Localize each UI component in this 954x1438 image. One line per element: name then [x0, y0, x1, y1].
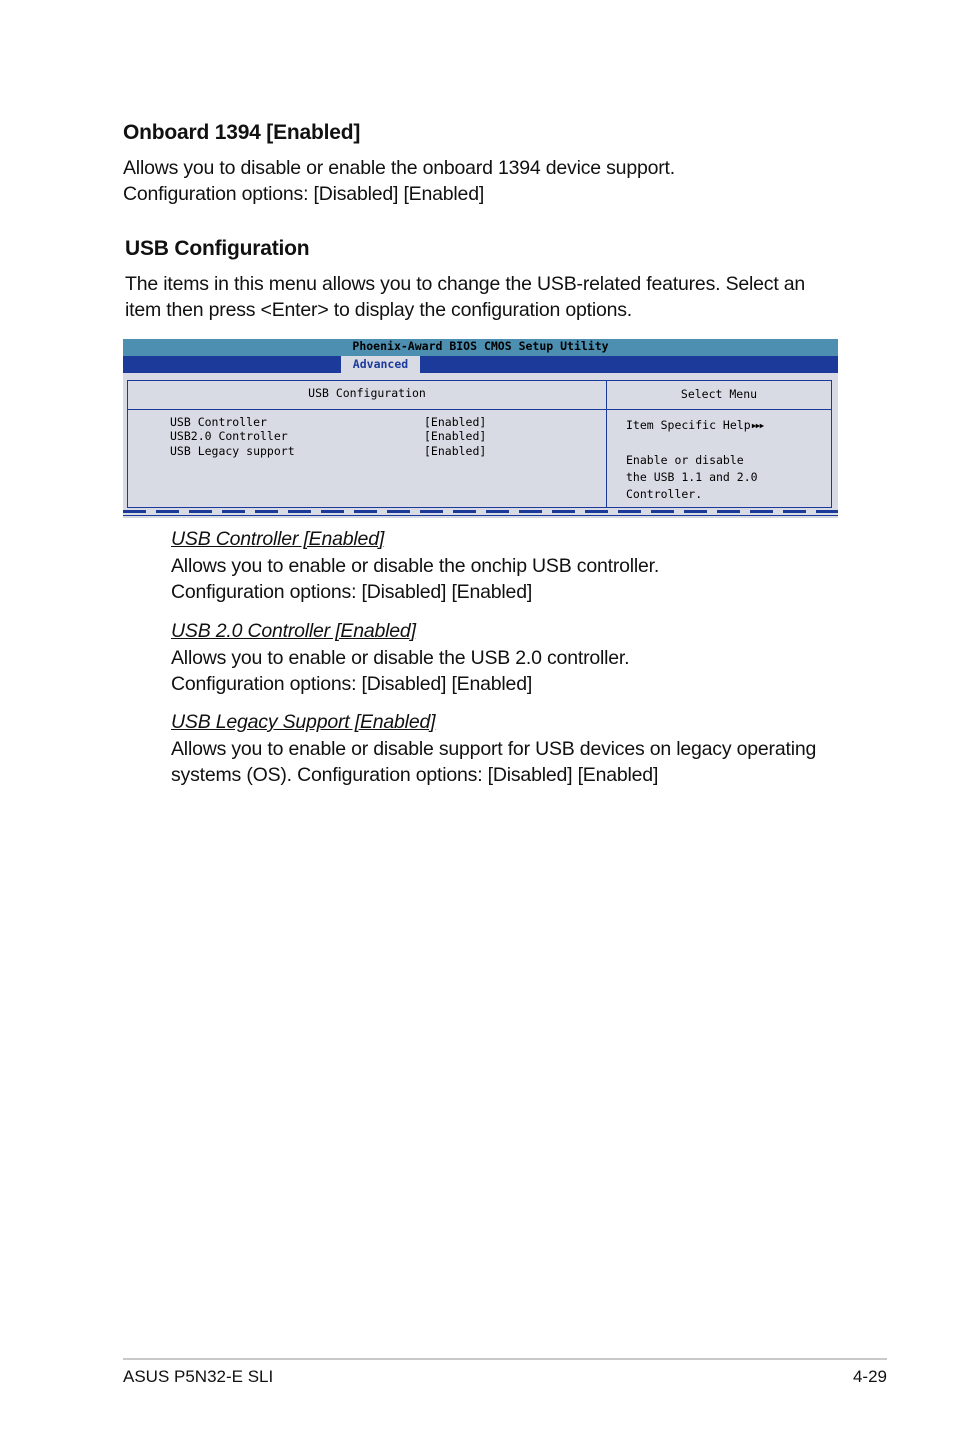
bios-dashed-edge — [123, 510, 838, 513]
triple-arrow-icon: ▸▸▸ — [750, 418, 763, 432]
bios-frame — [127, 380, 832, 508]
bios-help-line: the USB 1.1 and 2.0 — [626, 470, 758, 484]
section-heading-usb-configuration: USB Configuration — [125, 237, 310, 260]
subsection-text-usb-controller: Allows you to enable or disable the onchip USB controller. Configuration options: [Disabled] [Enabled] — [171, 555, 660, 603]
bios-tab-bar — [123, 356, 838, 373]
bios-side-title: Select Menu — [680, 387, 758, 401]
footer-product-name: ASUS P5N32-E SLI — [123, 1367, 274, 1386]
bios-item-usb-legacy-support[interactable]: USB Legacy support — [170, 444, 295, 458]
subsection-title-usb2-controller: USB 2.0 Controller [Enabled] — [171, 620, 416, 642]
bios-title-bar: Phoenix-Award BIOS CMOS Setup Utility — [123, 339, 838, 356]
bios-item-usb2-controller-value[interactable]: [Enabled] — [424, 429, 487, 443]
bios-item-usb-controller[interactable]: USB Controller — [170, 415, 267, 429]
subsection-text-usb2-controller: Allows you to enable or disable the USB 2.0 controller. Configuration options: [Disabled] [Enabled] — [171, 647, 630, 695]
bios-item-usb-controller-value[interactable]: [Enabled] — [424, 415, 487, 429]
subsection-text-usb-legacy-support: Allows you to enable or disable support for USB devices on legacy operating systems (OS). Configuration options: [Disabled] [Enabled] — [171, 738, 817, 786]
bios-panel-title: USB Configuration — [308, 386, 426, 400]
footer-page-number: 4-29 — [852, 1367, 887, 1386]
bios-item-usb-legacy-support-value[interactable]: [Enabled] — [424, 444, 487, 458]
subsection-title-usb-legacy-support: USB Legacy Support [Enabled] — [171, 711, 436, 733]
bios-help-line: Enable or disable — [626, 453, 744, 467]
footer-rule — [123, 1358, 887, 1360]
usb-configuration-description: The items in this menu allows you to change the USB-related features. Select an item then press <Enter> to display the configuration options. — [125, 273, 806, 321]
bios-divider-horizontal — [128, 409, 831, 410]
bios-item-usb2-controller[interactable]: USB2.0 Controller — [170, 429, 288, 443]
subsection-title-usb-controller: USB Controller [Enabled] — [171, 528, 385, 550]
bios-help-line: Controller. — [626, 487, 703, 501]
bios-tab-advanced[interactable]: Advanced — [341, 356, 420, 373]
onboard-1394-description: Allows you to disable or enable the onboard 1394 device support. Configuration options: [Disabled] [Enabled] — [123, 157, 675, 205]
bios-help-title: Item Specific Help▸▸▸ — [626, 418, 763, 432]
section-heading-onboard-1394: Onboard 1394 [Enabled] — [123, 121, 361, 144]
bios-bottom-line — [123, 515, 838, 516]
bios-body — [123, 373, 838, 518]
bios-screenshot — [123, 339, 838, 518]
